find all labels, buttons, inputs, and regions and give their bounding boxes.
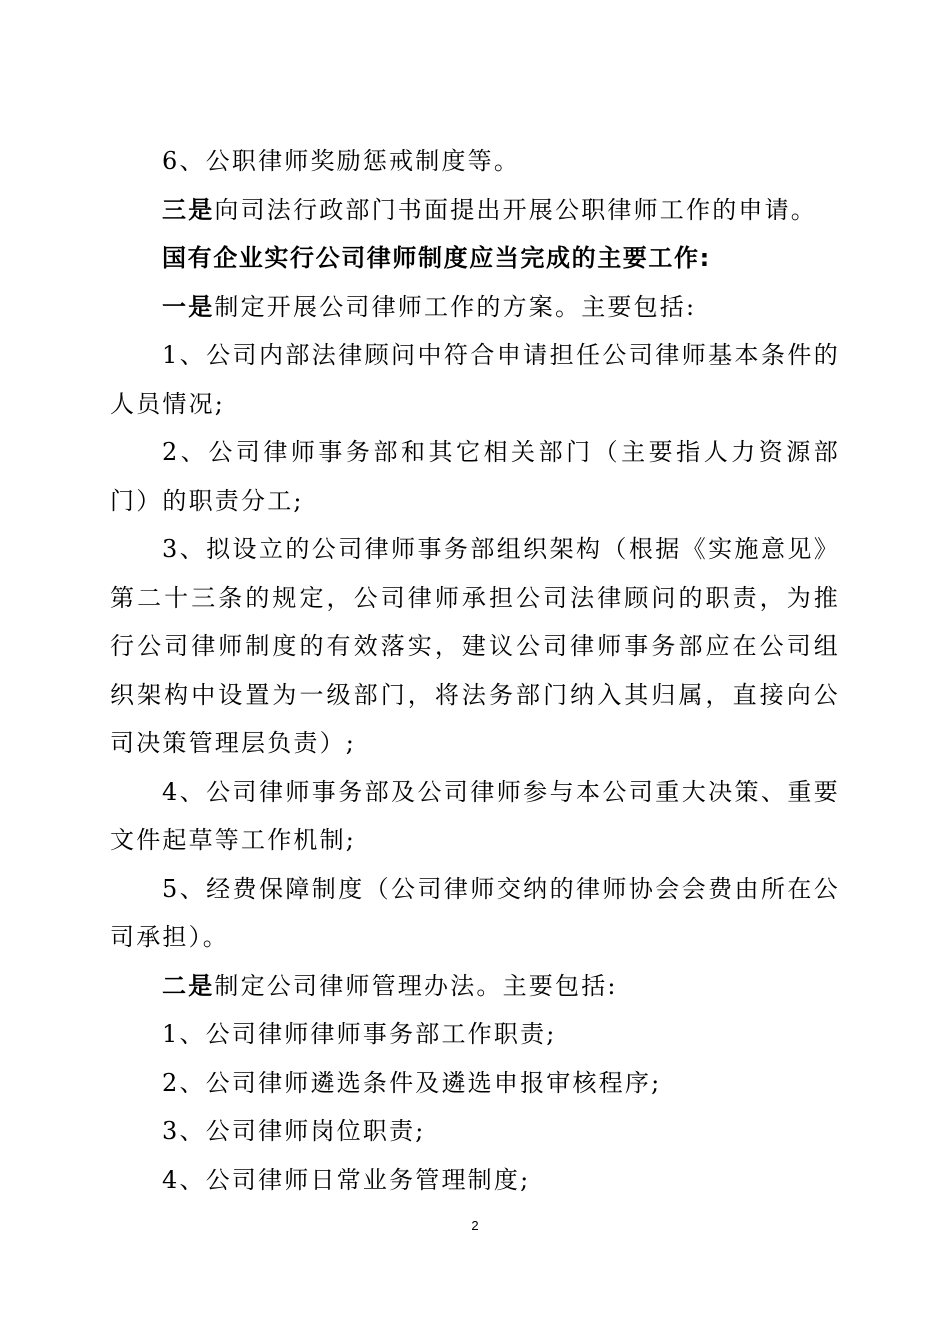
paragraph-text: 3、拟设立的公司律师事务部组织架构（根据《实施意见》第二十三条的规定，公司律师承担公司法律顾问的职责，为推行公司律师制度的有效落实，建议公司律师事务部应在公司组织架构中设置为一级部门，将法务部门纳入其归属，直接向公司决策管理层负责）; (110, 535, 840, 757)
paragraph-lead: 三是 (162, 195, 215, 224)
paragraph-item-4-mechanism (110, 768, 840, 865)
paragraph-item-2-responsibilities (110, 428, 840, 525)
document-body (110, 137, 840, 1204)
paragraph-measure-4-management (110, 1156, 840, 1205)
paragraph-text: 制定公司律师管理办法。主要包括: (214, 971, 618, 1000)
paragraph-measure-2-selection (110, 1059, 840, 1108)
paragraph-item-5-funding (110, 865, 840, 962)
paragraph-second-step-measures (110, 962, 840, 1011)
paragraph-item-1-personnel (110, 331, 840, 428)
paragraph-third-step-application (110, 186, 840, 235)
page-number: 2 (471, 1218, 479, 1233)
paragraph-text: 6、公职律师奖励惩戒制度等。 (162, 147, 521, 175)
paragraph-text: 4、公司律师事务部及公司律师参与本公司重大决策、重要文件起草等工作机制; (110, 777, 840, 854)
paragraph-text: 5、经费保障制度（公司律师交纳的律师协会会费由所在公司承担）。 (110, 874, 840, 951)
paragraph-lead: 二是 (162, 971, 215, 1000)
paragraph-item-3-structure (110, 525, 840, 768)
paragraph-measure-1-duties (110, 1010, 840, 1059)
paragraph-measure-3-position (110, 1107, 840, 1156)
paragraph-item-6-rewards (110, 137, 840, 186)
paragraph-text: 3、公司律师岗位职责; (162, 1117, 426, 1145)
paragraph-text: 4、公司律师日常业务管理制度; (162, 1165, 531, 1194)
paragraph-text: 制定开展公司律师工作的方案。主要包括: (214, 292, 697, 321)
section-heading-text: 国有企业实行公司律师制度应当完成的主要工作: (162, 244, 711, 272)
section-heading (110, 234, 840, 283)
paragraph-text: 向司法行政部门书面提出开展公职律师工作的申请。 (214, 195, 818, 224)
paragraph-text: 1、公司内部法律顾问中符合申请担任公司律师基本条件的人员情况; (110, 341, 840, 418)
paragraph-text: 2、公司律师事务部和其它相关部门（主要指人力资源部门）的职责分工; (110, 438, 840, 515)
paragraph-first-step-plan (110, 283, 840, 332)
paragraph-text: 2、公司律师遴选条件及遴选申报审核程序; (162, 1068, 662, 1097)
paragraph-text: 1、公司律师律师事务部工作职责; (162, 1020, 557, 1048)
paragraph-lead: 一是 (162, 292, 215, 321)
